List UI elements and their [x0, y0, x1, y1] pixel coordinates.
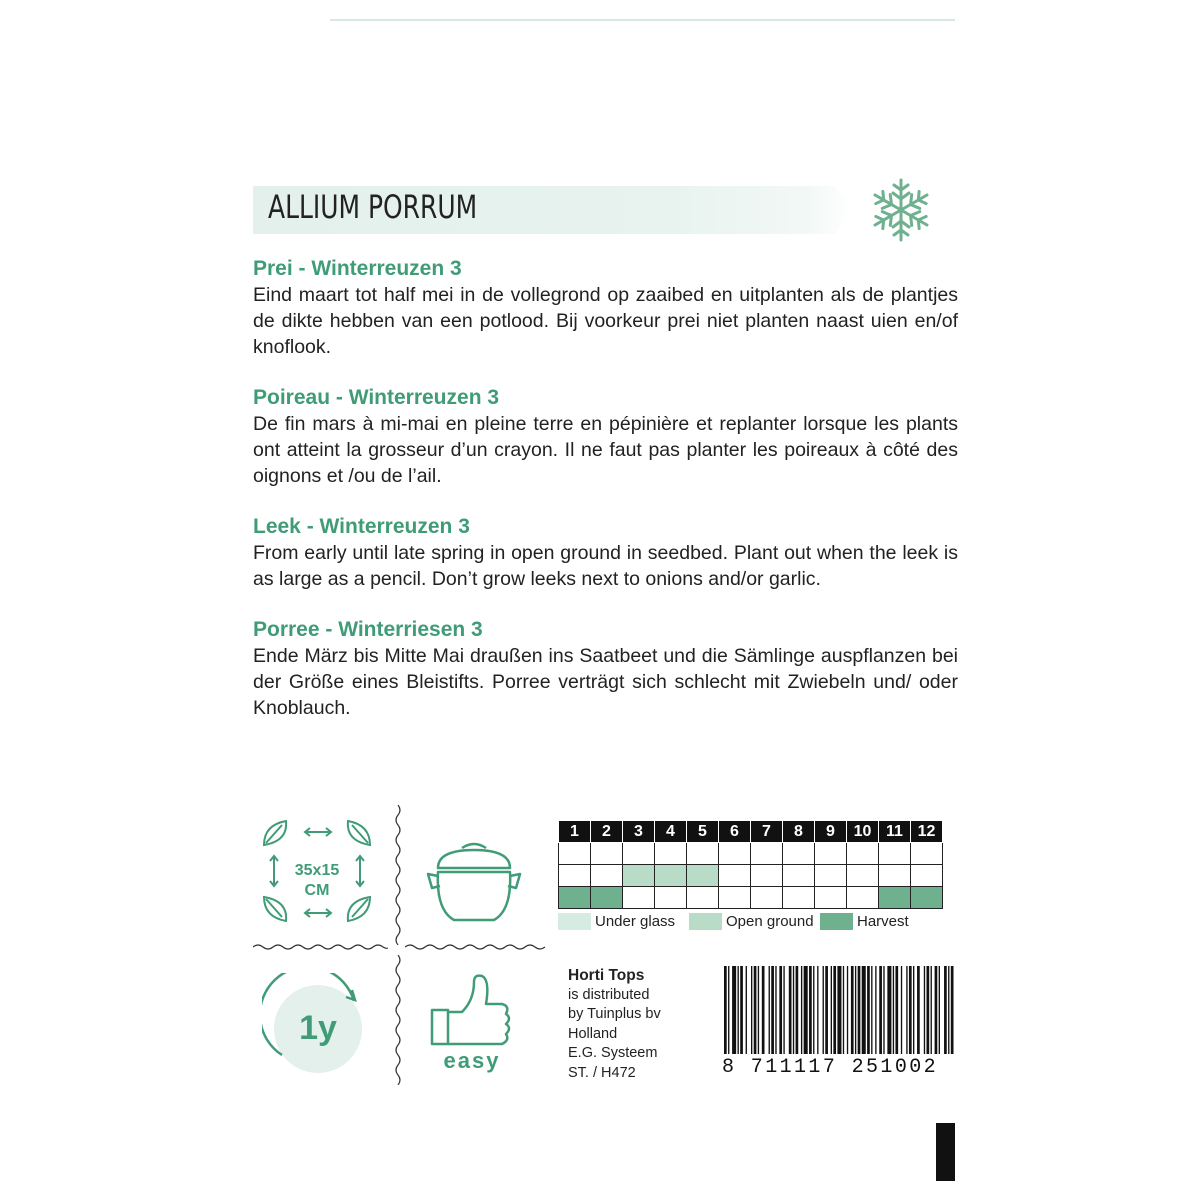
calendar-cell — [815, 865, 847, 887]
calendar-month-label: 8 — [783, 821, 815, 843]
wavy-divider — [394, 805, 402, 945]
section-french — [253, 385, 958, 489]
calendar-cell — [879, 843, 911, 865]
barcode-bar — [901, 966, 902, 1054]
wavy-divider — [253, 943, 388, 951]
latin-name: ALLIUM PORRUM — [268, 188, 478, 226]
lifecycle-icon — [262, 973, 377, 1083]
wavy-divider — [394, 955, 402, 1085]
barcode-bar — [917, 966, 920, 1054]
barcode-bar — [893, 966, 894, 1054]
barcode-bar — [754, 966, 757, 1054]
calendar-cell — [847, 887, 879, 909]
section-text: Eind maart tot half mei in de vollegrond op zaaibed en uitplanten als de plantjes de dikte hebben van een potlood. Bij voorkeur prei niet planten naast uien en/of knoflook. — [253, 284, 958, 358]
barcode-number: 8 711117 251002 — [722, 1056, 939, 1079]
calendar-cell — [623, 865, 655, 887]
barcode-bar — [762, 966, 765, 1054]
calendar-month-label: 7 — [751, 821, 783, 843]
barcode-bar — [883, 966, 884, 1054]
barcode-bar — [728, 966, 729, 1054]
barcode-bar — [793, 966, 794, 1054]
calendar-cell — [879, 887, 911, 909]
snowflake-icon — [866, 175, 936, 245]
barcode-bar — [775, 966, 776, 1054]
calendar-cell — [751, 887, 783, 909]
calendar-cell — [719, 865, 751, 887]
distributor-line: by Tuinplus bv — [568, 1006, 661, 1022]
calendar-cell — [591, 865, 623, 887]
barcode-bar — [738, 966, 739, 1054]
calendar-cell — [559, 887, 591, 909]
barcode-bar — [823, 966, 824, 1054]
legend-under-glass — [558, 913, 675, 930]
section-dutch — [253, 256, 958, 360]
section-text: Ende März bis Mitte Mai draußen ins Saatbeet und die Sämlinge auspflanzen bei der Größe eines Bleistifts. Porree verträgt sich schlecht mit Zwiebeln und/ oder Knoblauch. — [253, 645, 958, 719]
calendar-cell — [687, 887, 719, 909]
brand-name: Horti Tops — [568, 967, 645, 984]
barcode-bar — [843, 966, 844, 1054]
barcode-bar — [813, 966, 814, 1054]
legend-harvest — [820, 913, 909, 930]
section-title: Porree - Winterriesen 3 — [253, 618, 483, 641]
barcode-bar — [833, 966, 836, 1054]
barcode-bar — [847, 966, 848, 1054]
barcode-bar — [913, 966, 914, 1054]
barcode-bar — [851, 966, 854, 1054]
calendar-month-label: 11 — [879, 821, 911, 843]
calendar-cell — [751, 843, 783, 865]
difficulty-label: easy — [443, 1048, 501, 1073]
barcode-bar — [862, 966, 866, 1054]
barcode-bar — [948, 966, 949, 1054]
barcode-bar — [879, 966, 882, 1054]
sowing-calendar — [558, 820, 943, 909]
barcode-bar — [906, 966, 907, 1054]
legend-swatch — [689, 913, 722, 930]
calendar-cell — [879, 865, 911, 887]
barcode-bar — [935, 966, 938, 1054]
calendar-month-label: 6 — [719, 821, 751, 843]
calendar-cell — [687, 843, 719, 865]
calendar-cell — [559, 865, 591, 887]
calendar-cell — [847, 865, 879, 887]
spacing-unit: CM — [304, 882, 330, 899]
calendar-cell — [783, 887, 815, 909]
calendar-cell — [815, 887, 847, 909]
calendar-row-harvest — [559, 887, 943, 909]
barcode-bar — [804, 966, 808, 1054]
barcode-bar — [732, 966, 736, 1054]
legend-swatch — [558, 913, 591, 930]
barcode-bar — [951, 966, 954, 1054]
calendar-month-label: 4 — [655, 821, 687, 843]
barcode-bar — [809, 966, 812, 1054]
registration-mark — [936, 1123, 955, 1181]
barcode-bar — [789, 966, 792, 1054]
calendar-cell — [751, 865, 783, 887]
calendar-cell — [655, 887, 687, 909]
calendar-cell — [655, 843, 687, 865]
calendar-month-label: 9 — [815, 821, 847, 843]
barcode-bar — [724, 966, 727, 1054]
barcode-bar — [858, 966, 861, 1054]
calendar-cell — [911, 887, 943, 909]
calendar-row-open-ground — [559, 865, 943, 887]
barcode-bar — [751, 966, 752, 1054]
calendar-cell — [655, 865, 687, 887]
distributor-line: is distributed — [568, 986, 650, 1003]
calendar-month-label: 3 — [623, 821, 655, 843]
section-title: Poireau - Winterreuzen 3 — [253, 386, 500, 409]
legend-label: Open ground — [726, 913, 814, 930]
calendar-cell — [591, 887, 623, 909]
legend-open-ground — [689, 913, 814, 930]
section-text: De fin mars à mi-mai en pleine terre en pépinière et replanter lorsque les plants ont atteint la grosseur d’un crayon. Il ne faut pas planter les poireaux à côté des oignons et /ou de l’ail. — [253, 413, 958, 487]
barcode-bar — [825, 966, 828, 1054]
barcode-bar — [831, 966, 832, 1054]
barcode-bar — [746, 966, 747, 1054]
calendar-cell — [623, 843, 655, 865]
calendar-month-label: 12 — [911, 821, 943, 843]
section-title: Leek - Winterreuzen 3 — [253, 515, 470, 538]
legend-swatch — [820, 913, 853, 930]
distributor-line: Holland — [568, 1025, 618, 1042]
barcode-bar — [740, 966, 743, 1054]
calendar-month-label: 1 — [559, 821, 591, 843]
calendar-header-row — [559, 821, 943, 843]
barcode-bar — [895, 966, 898, 1054]
calendar-cell — [783, 865, 815, 887]
barcode-bar — [758, 966, 759, 1054]
barcode-bar — [801, 966, 802, 1054]
calendar-cell — [911, 865, 943, 887]
calendar-cell — [559, 843, 591, 865]
barcode-bar — [769, 966, 770, 1054]
lifecycle-label: 1y — [299, 1009, 337, 1047]
calendar-cell — [719, 887, 751, 909]
distributor-line: ST. / H472 — [568, 1064, 636, 1081]
barcode-bar — [909, 966, 912, 1054]
barcode-bar — [771, 966, 774, 1054]
barcode-bar — [931, 966, 932, 1054]
calendar-month-label: 5 — [687, 821, 719, 843]
calendar-month-label: 2 — [591, 821, 623, 843]
section-title: Prei - Winterreuzen 3 — [253, 257, 462, 280]
calendar-cell — [815, 843, 847, 865]
barcode-bar — [927, 966, 930, 1054]
calendar-cell — [687, 865, 719, 887]
calendar-cell — [783, 843, 815, 865]
section-text: From early until late spring in open ground in seedbed. Plant out when the leek is as large as a pencil. Don’t grow leeks next to onions and/or garlic. — [253, 542, 958, 590]
legend-label: Harvest — [857, 913, 909, 930]
distributor-line: E.G. Systeem — [568, 1045, 658, 1061]
section-english — [253, 514, 958, 592]
calendar-cell — [847, 843, 879, 865]
barcode-bar — [779, 966, 782, 1054]
barcode — [722, 966, 954, 1058]
top-rule — [330, 19, 955, 21]
thumbs-up-icon — [428, 970, 518, 1080]
spacing-value: 35x15 — [294, 862, 340, 879]
barcode-bar — [875, 966, 876, 1054]
distributor-info — [568, 966, 661, 1083]
barcode-bar — [817, 966, 818, 1054]
calendar-row-under-glass — [559, 843, 943, 865]
barcode-bar — [796, 966, 799, 1054]
barcode-bar — [944, 966, 947, 1054]
barcode-bar — [939, 966, 940, 1054]
calendar-cell — [623, 887, 655, 909]
calendar-cell — [719, 843, 751, 865]
barcode-bar — [855, 966, 856, 1054]
pot-icon — [424, 830, 524, 930]
section-german — [253, 617, 958, 721]
spacing-icon — [258, 815, 378, 930]
wavy-divider — [405, 943, 545, 951]
barcode-bar — [887, 966, 891, 1054]
barcode-bar — [783, 966, 784, 1054]
calendar-cell — [911, 843, 943, 865]
barcode-bar — [837, 966, 841, 1054]
calendar-month-label: 10 — [847, 821, 879, 843]
barcode-bar — [871, 966, 872, 1054]
barcode-bar — [867, 966, 870, 1054]
calendar-cell — [591, 843, 623, 865]
barcode-bar — [924, 966, 925, 1054]
legend-label: Under glass — [595, 913, 676, 930]
